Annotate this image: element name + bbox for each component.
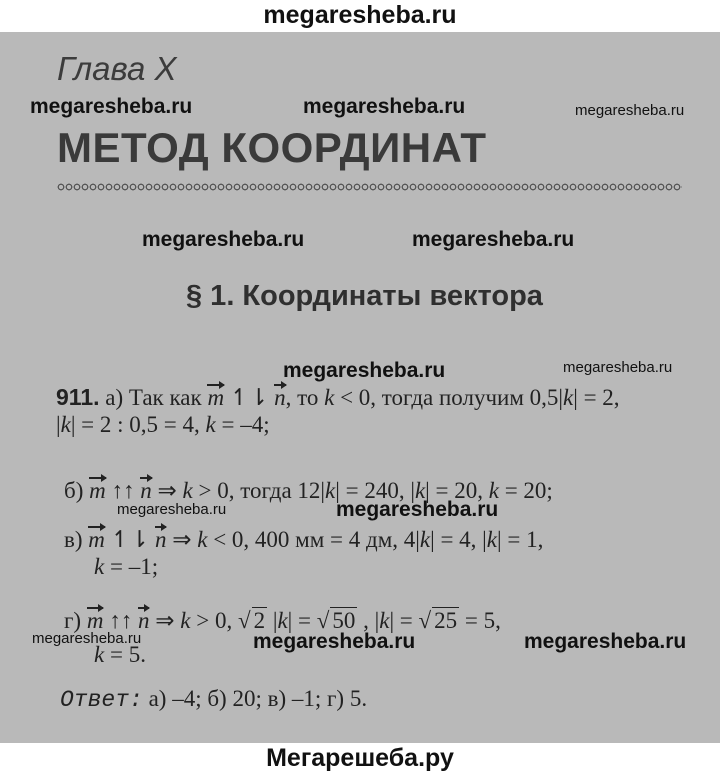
watermark: megaresheba.ru — [30, 95, 193, 118]
sqrt-sign: √ — [418, 608, 432, 633]
problem-v-line1: в) m ↿⇂ n ⇒ k < 0, 400 мм = 4 дм, 4|k| = 4, |k| = 1, — [64, 524, 543, 553]
chapter-label: Глава X — [57, 50, 177, 87]
vector-m: m — [87, 605, 104, 634]
watermark: megaresheba.ru — [32, 630, 142, 647]
watermark: megaresheba.ru — [563, 359, 673, 376]
top-watermark-banner: megaresheba.ru — [0, 0, 720, 32]
problem-a-line2: |k| = 2 : 0,5 = 4, k = –4; — [56, 412, 270, 437]
problem-number: 911. — [56, 384, 100, 410]
watermark: megaresheba.ru — [283, 359, 446, 382]
bottom-watermark-banner: Мегарешеба.ру — [0, 743, 720, 775]
problem-g-line1: г) m ↑↑ n ⇒ k > 0, √ 2 |k| = √ 50 , |k| = √ 25 = 5, — [64, 605, 501, 634]
answer-text: а) –4; б) 20; в) –1; г) 5. — [142, 686, 368, 711]
watermark: megaresheba.ru — [253, 630, 416, 653]
problem-g-line2: k = 5. — [94, 642, 146, 667]
chapter-title: МЕТОД КООРДИНАТ — [57, 124, 487, 171]
vector-n: n — [155, 524, 167, 553]
vector-n: n — [140, 475, 152, 504]
problem-a-line1: 911. а) Так как m ↿⇂ n, то k < 0, тогда получим 0,5|k| = 2, — [56, 384, 620, 410]
textbook-page — [0, 32, 720, 743]
watermark: megaresheba.ru — [142, 228, 305, 251]
vector-n: n — [274, 382, 286, 411]
vector-m: m — [89, 475, 106, 504]
problem-b-line: б) m ↑↑ n ⇒ k > 0, тогда 12|k| = 240, |k| = 20, k = 20; — [64, 475, 553, 504]
answer-label: Ответ: — [60, 687, 143, 713]
ornamental-divider — [57, 182, 682, 192]
watermark: megaresheba.ru — [336, 498, 499, 521]
watermark: megaresheba.ru — [524, 630, 687, 653]
problem-v-line2: k = –1; — [94, 554, 159, 579]
watermark: megaresheba.ru — [303, 95, 466, 118]
watermark: megaresheba.ru — [575, 102, 685, 119]
vector-m: m — [207, 382, 224, 411]
vector-m: m — [88, 524, 105, 553]
section-title: § 1. Координаты вектора — [186, 280, 543, 312]
watermark: megaresheba.ru — [117, 501, 227, 518]
vector-n: n — [138, 605, 150, 634]
sqrt-sign: √ — [237, 608, 251, 633]
watermark: megaresheba.ru — [412, 228, 575, 251]
sqrt-sign: √ — [316, 608, 330, 633]
answer-line — [60, 686, 367, 713]
